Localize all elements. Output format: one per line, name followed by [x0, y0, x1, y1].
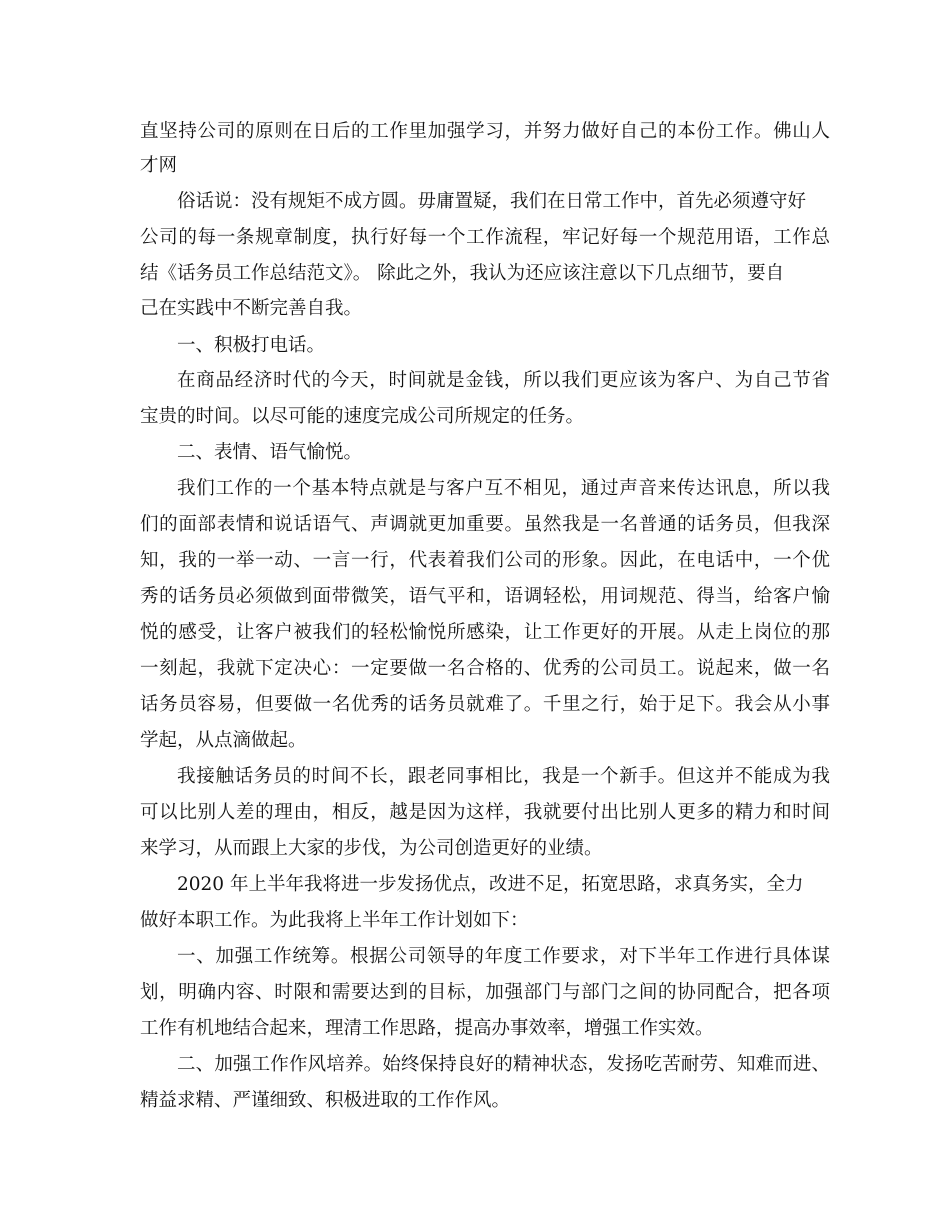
paragraph-line: 己在实践中不断完善自我。 — [140, 298, 363, 319]
section-heading: 一、积极打电话。 — [177, 335, 326, 356]
paragraph-line: 划，明确内容、时限和需要达到的目标，加强部门与部门之间的协同配合，把各项 — [140, 982, 830, 1003]
paragraph-line: 直坚持公司的原则在日后的工作里加强学习，并努力做好自己的本份工作。佛山人 — [140, 121, 830, 142]
paragraph-line: 知，我的一举一动、一言一行，代表着我们公司的形象。因此，在电话中，一个优 — [140, 550, 830, 571]
paragraph-line: 可以比别人差的理由，相反，越是因为这样，我就要付出比别人更多的精力和时间 — [140, 802, 830, 823]
paragraph-line: 一、加强工作统筹。根据公司领导的年度工作要求，对下半年工作进行具体谋 — [177, 946, 830, 967]
paragraph-line: 2020 年上半年我将进一步发扬优点，改进不足，拓宽思路，求真务实，全力 — [177, 874, 804, 895]
paragraph-line: 精益求精、严谨细致、积极进取的工作作风。 — [140, 1090, 511, 1111]
paragraph-line: 来学习，从而跟上大家的步伐，为公司创造更好的业绩。 — [140, 838, 603, 859]
paragraph-line: 我接触话务员的时间不长，跟老同事相比，我是一个新手。但这并不能成为我 — [177, 766, 830, 787]
paragraph-line: 做好本职工作。为此我将上半年工作计划如下： — [140, 910, 529, 931]
paragraph-line: 在商品经济时代的今天，时间就是金钱，所以我们更应该为客户、为自己节省 — [177, 370, 830, 391]
paragraph-line: 俗话说：没有规矩不成方圆。毋庸置疑，我们在日常工作中，首先必须遵守好 — [177, 191, 807, 212]
paragraph-line: 学起，从点滴做起。 — [140, 730, 307, 751]
section-heading: 二、表情、语气愉悦。 — [177, 442, 363, 463]
paragraph-line: 我们工作的一个基本特点就是与客户互不相见，通过声音来传达讯息，所以我 — [177, 478, 830, 499]
paragraph-line: 二、加强工作作风培养。始终保持良好的精神状态，发扬吃苦耐劳、知难而进、 — [177, 1054, 830, 1075]
paragraph-line: 才网 — [140, 155, 178, 176]
paragraph-line: 公司的每一条规章制度，执行好每一个工作流程，牢记好每一个规范用语，工作总 — [140, 227, 830, 248]
paragraph-line: 悦的感受，让客户被我们的轻松愉悦所感染，让工作更好的开展。从走上岗位的那 — [140, 622, 830, 643]
paragraph-line: 一刻起，我就下定决心：一定要做一名合格的、优秀的公司员工。说起来，做一名 — [140, 658, 830, 679]
paragraph-line: 结《话务员工作总结范文》。 除此之外，我认为还应该注意以下几点细节，要自 — [140, 263, 785, 284]
paragraph-line: 们的面部表情和说话语气、声调就更加重要。虽然我是一名普通的话务员，但我深 — [140, 514, 830, 535]
paragraph-line: 宝贵的时间。以尽可能的速度完成公司所规定的任务。 — [140, 406, 585, 427]
paragraph-line: 工作有机地结合起来，理清工作思路，提高办事效率，增强工作实效。 — [140, 1018, 714, 1039]
paragraph-line: 话务员容易，但要做一名优秀的话务员就难了。千里之行，始于足下。我会从小事 — [140, 694, 830, 715]
paragraph-line: 秀的话务员必须做到面带微笑，语气平和，语调轻松，用词规范、得当，给客户愉 — [140, 586, 830, 607]
